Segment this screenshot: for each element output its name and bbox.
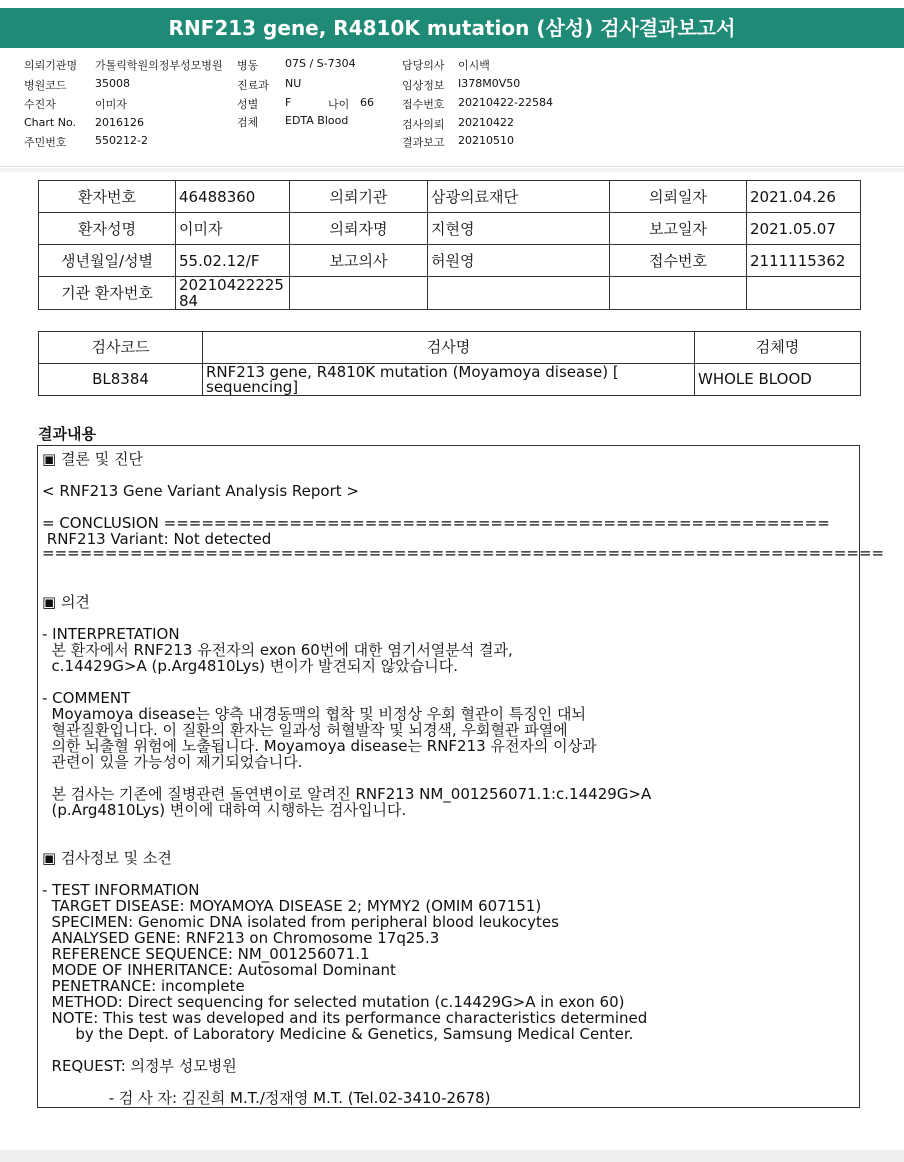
birth: 55.02.12/F [176, 245, 290, 277]
chart-label: Chart No. [24, 116, 76, 129]
req-date: 2021.04.26 [747, 181, 861, 213]
receipt-no: 2111115362 [747, 245, 861, 277]
req-date-label: 의뢰일자 [610, 181, 747, 213]
patient-info-table [38, 180, 861, 310]
specimen-label: 검체 [237, 116, 259, 129]
patient-no-label: 환자번호 [39, 181, 176, 213]
result-line: (p.Arg4810Lys) 변이에 대하여 시행하는 검사입니다. [42, 801, 407, 819]
dept-label: 진료과 [237, 79, 269, 92]
dept: NU [285, 77, 302, 90]
table-row [39, 213, 861, 245]
inst-patient-no-line2: 84 [179, 292, 199, 310]
result-line: NOTE: This test was developed and its performance characteristics determined [42, 1009, 648, 1027]
id-number: 550212-2 [95, 134, 148, 147]
report-title: RNF213 gene, R4810K mutation (삼성) 검사결과보고서 [0, 8, 904, 48]
empty-cell [747, 277, 861, 310]
receipt: 20210422-22584 [458, 96, 553, 109]
result-line: SPECIMEN: Genomic DNA isolated from peripheral blood leukocytes [42, 913, 559, 931]
table-row [39, 332, 861, 364]
hosp-code: 35008 [95, 77, 130, 90]
sex-label: 성별 [237, 98, 259, 111]
patient-name-label: 환자성명 [39, 213, 176, 245]
test-name-label: 검사명 [203, 332, 695, 364]
hosp-code-label: 병원코드 [24, 79, 67, 92]
test-table [38, 331, 861, 396]
table-row [39, 181, 861, 213]
birth-label: 생년월일/성별 [39, 245, 176, 277]
result-line: 본 검사는 기존에 질병관련 돌연변이로 알려진 RNF213 NM_001256071.1:c.14429G>A [42, 785, 652, 803]
clinical-label: 임상정보 [402, 79, 445, 92]
result-line: - INTERPRETATION [42, 625, 180, 643]
result-line: = CONCLUSION ===================================================== [42, 514, 830, 532]
age: 66 [360, 96, 374, 109]
req-doctor-label: 의뢰자명 [290, 213, 428, 245]
test-req: 20210422 [458, 116, 514, 129]
table-row [39, 364, 861, 396]
report-doctor-label: 보고의사 [290, 245, 428, 277]
result-line: REQUEST: 의정부 성모병원 [42, 1057, 237, 1075]
test-name-line1: RNF213 gene, R4810K mutation (Moyamoya disease) [ [206, 363, 619, 381]
divider [0, 166, 904, 167]
request-org-label: 의뢰기관명 [24, 59, 78, 72]
result-line: c.14429G>A (p.Arg4810Lys) 변이가 발견되지 않았습니다. [42, 657, 458, 675]
result-line: ANALYSED GENE: RNF213 on Chromosome 17q25.3 [42, 929, 440, 947]
result-line: 의한 뇌출혈 위험에 노출됩니다. Moyamoya disease는 RNF213 유전자의 이상과 [42, 737, 597, 755]
result-line: TARGET DISEASE: MOYAMOYA DISEASE 2; MYMY2 (OMIM 607151) [42, 897, 542, 915]
patient-label: 수진자 [24, 98, 56, 111]
result-line: ▣ 결론 및 진단 [42, 450, 143, 468]
test-code-label: 검사코드 [39, 332, 203, 364]
test-name-line2: sequencing] [206, 377, 299, 396]
result-line: Moyamoya disease는 양측 내경동맥의 협착 및 비정상 우회 혈관이 특징인 대뇌 [42, 705, 586, 723]
test-req-label: 검사의뢰 [402, 118, 445, 131]
age-label: 나이 [328, 98, 350, 111]
result-line: ▣ 의견 [42, 593, 90, 611]
result-line: 본 환자에서 RNF213 유전자의 exon 60번에 대한 염기서열분석 결과, [42, 641, 513, 659]
result-line: REFERENCE SEQUENCE: NM_001256071.1 [42, 945, 370, 963]
result-date: 20210510 [458, 134, 514, 147]
patient-no: 46488360 [176, 181, 290, 213]
doctor: 이시백 [458, 59, 490, 72]
receipt-label: 접수번호 [402, 98, 445, 111]
result-line: MODE OF INHERITANCE: Autosomal Dominant [42, 961, 396, 979]
result-line: - TEST INFORMATION [42, 881, 200, 899]
result-line: - 검 사 자: 김진희 M.T./정재영 M.T. (Tel.02-3410-2678) [42, 1089, 491, 1107]
result-line: - COMMENT [42, 689, 131, 707]
empty-cell [428, 277, 610, 310]
receipt-no-label: 접수번호 [610, 245, 747, 277]
empty-cell [610, 277, 747, 310]
ward-label: 병동 [237, 59, 259, 72]
specimen-name-label: 검체명 [695, 332, 861, 364]
specimen: EDTA Blood [285, 114, 349, 127]
inst-patient-no [176, 277, 290, 310]
req-inst: 삼광의료재단 [428, 181, 610, 213]
inst-patient-no-label: 기관 환자번호 [39, 277, 176, 310]
report-date-label: 보고일자 [610, 213, 747, 245]
inst-patient-no-line1: 20210422225 [179, 276, 284, 294]
chart: 2016126 [95, 116, 144, 129]
id-label: 주민번호 [24, 136, 67, 149]
specimen-name: WHOLE BLOOD [695, 364, 861, 396]
request-org: 가톨릭학원의정부성모병원 [95, 59, 223, 72]
result-line: 관련이 있을 가능성이 제기되었습니다. [42, 753, 303, 771]
ward: 07S / S-7304 [285, 57, 356, 70]
report-doctor: 허원영 [428, 245, 610, 277]
result-line: by the Dept. of Laboratory Medicine & Genetics, Samsung Medical Center. [42, 1025, 634, 1043]
report-date: 2021.05.07 [747, 213, 861, 245]
test-name [203, 364, 695, 396]
result-section-title: 결과내용 [38, 425, 96, 443]
result-line: 혈관질환입니다. 이 질환의 환자는 일과성 허혈발작 및 뇌경색, 우회혈관 파열에 [42, 721, 568, 739]
patient-name: 이미자 [176, 213, 290, 245]
result-line: PENETRANCE: incomplete [42, 977, 245, 995]
patient: 이미자 [95, 98, 127, 111]
result-line: =================================================================== [42, 544, 885, 562]
result-label: 결과보고 [402, 136, 445, 149]
result-line: ▣ 검사정보 및 소견 [42, 849, 172, 867]
test-code: BL8384 [39, 364, 203, 396]
req-doctor: 지현영 [428, 213, 610, 245]
result-line: METHOD: Direct sequencing for selected mutation (c.14429G>A in exon 60) [42, 993, 625, 1011]
table-row [39, 277, 861, 310]
clinical: I378M0V50 [458, 77, 521, 90]
sex: F [285, 96, 292, 109]
doctor-label: 담당의사 [402, 59, 445, 72]
result-line: RNF213 Variant: Not detected [42, 530, 272, 548]
result-line: < RNF213 Gene Variant Analysis Report > [42, 482, 359, 500]
divider-band [0, 168, 904, 172]
empty-cell [290, 277, 428, 310]
table-row [39, 245, 861, 277]
bottom-band [0, 1150, 904, 1162]
req-inst-label: 의뢰기관 [290, 181, 428, 213]
